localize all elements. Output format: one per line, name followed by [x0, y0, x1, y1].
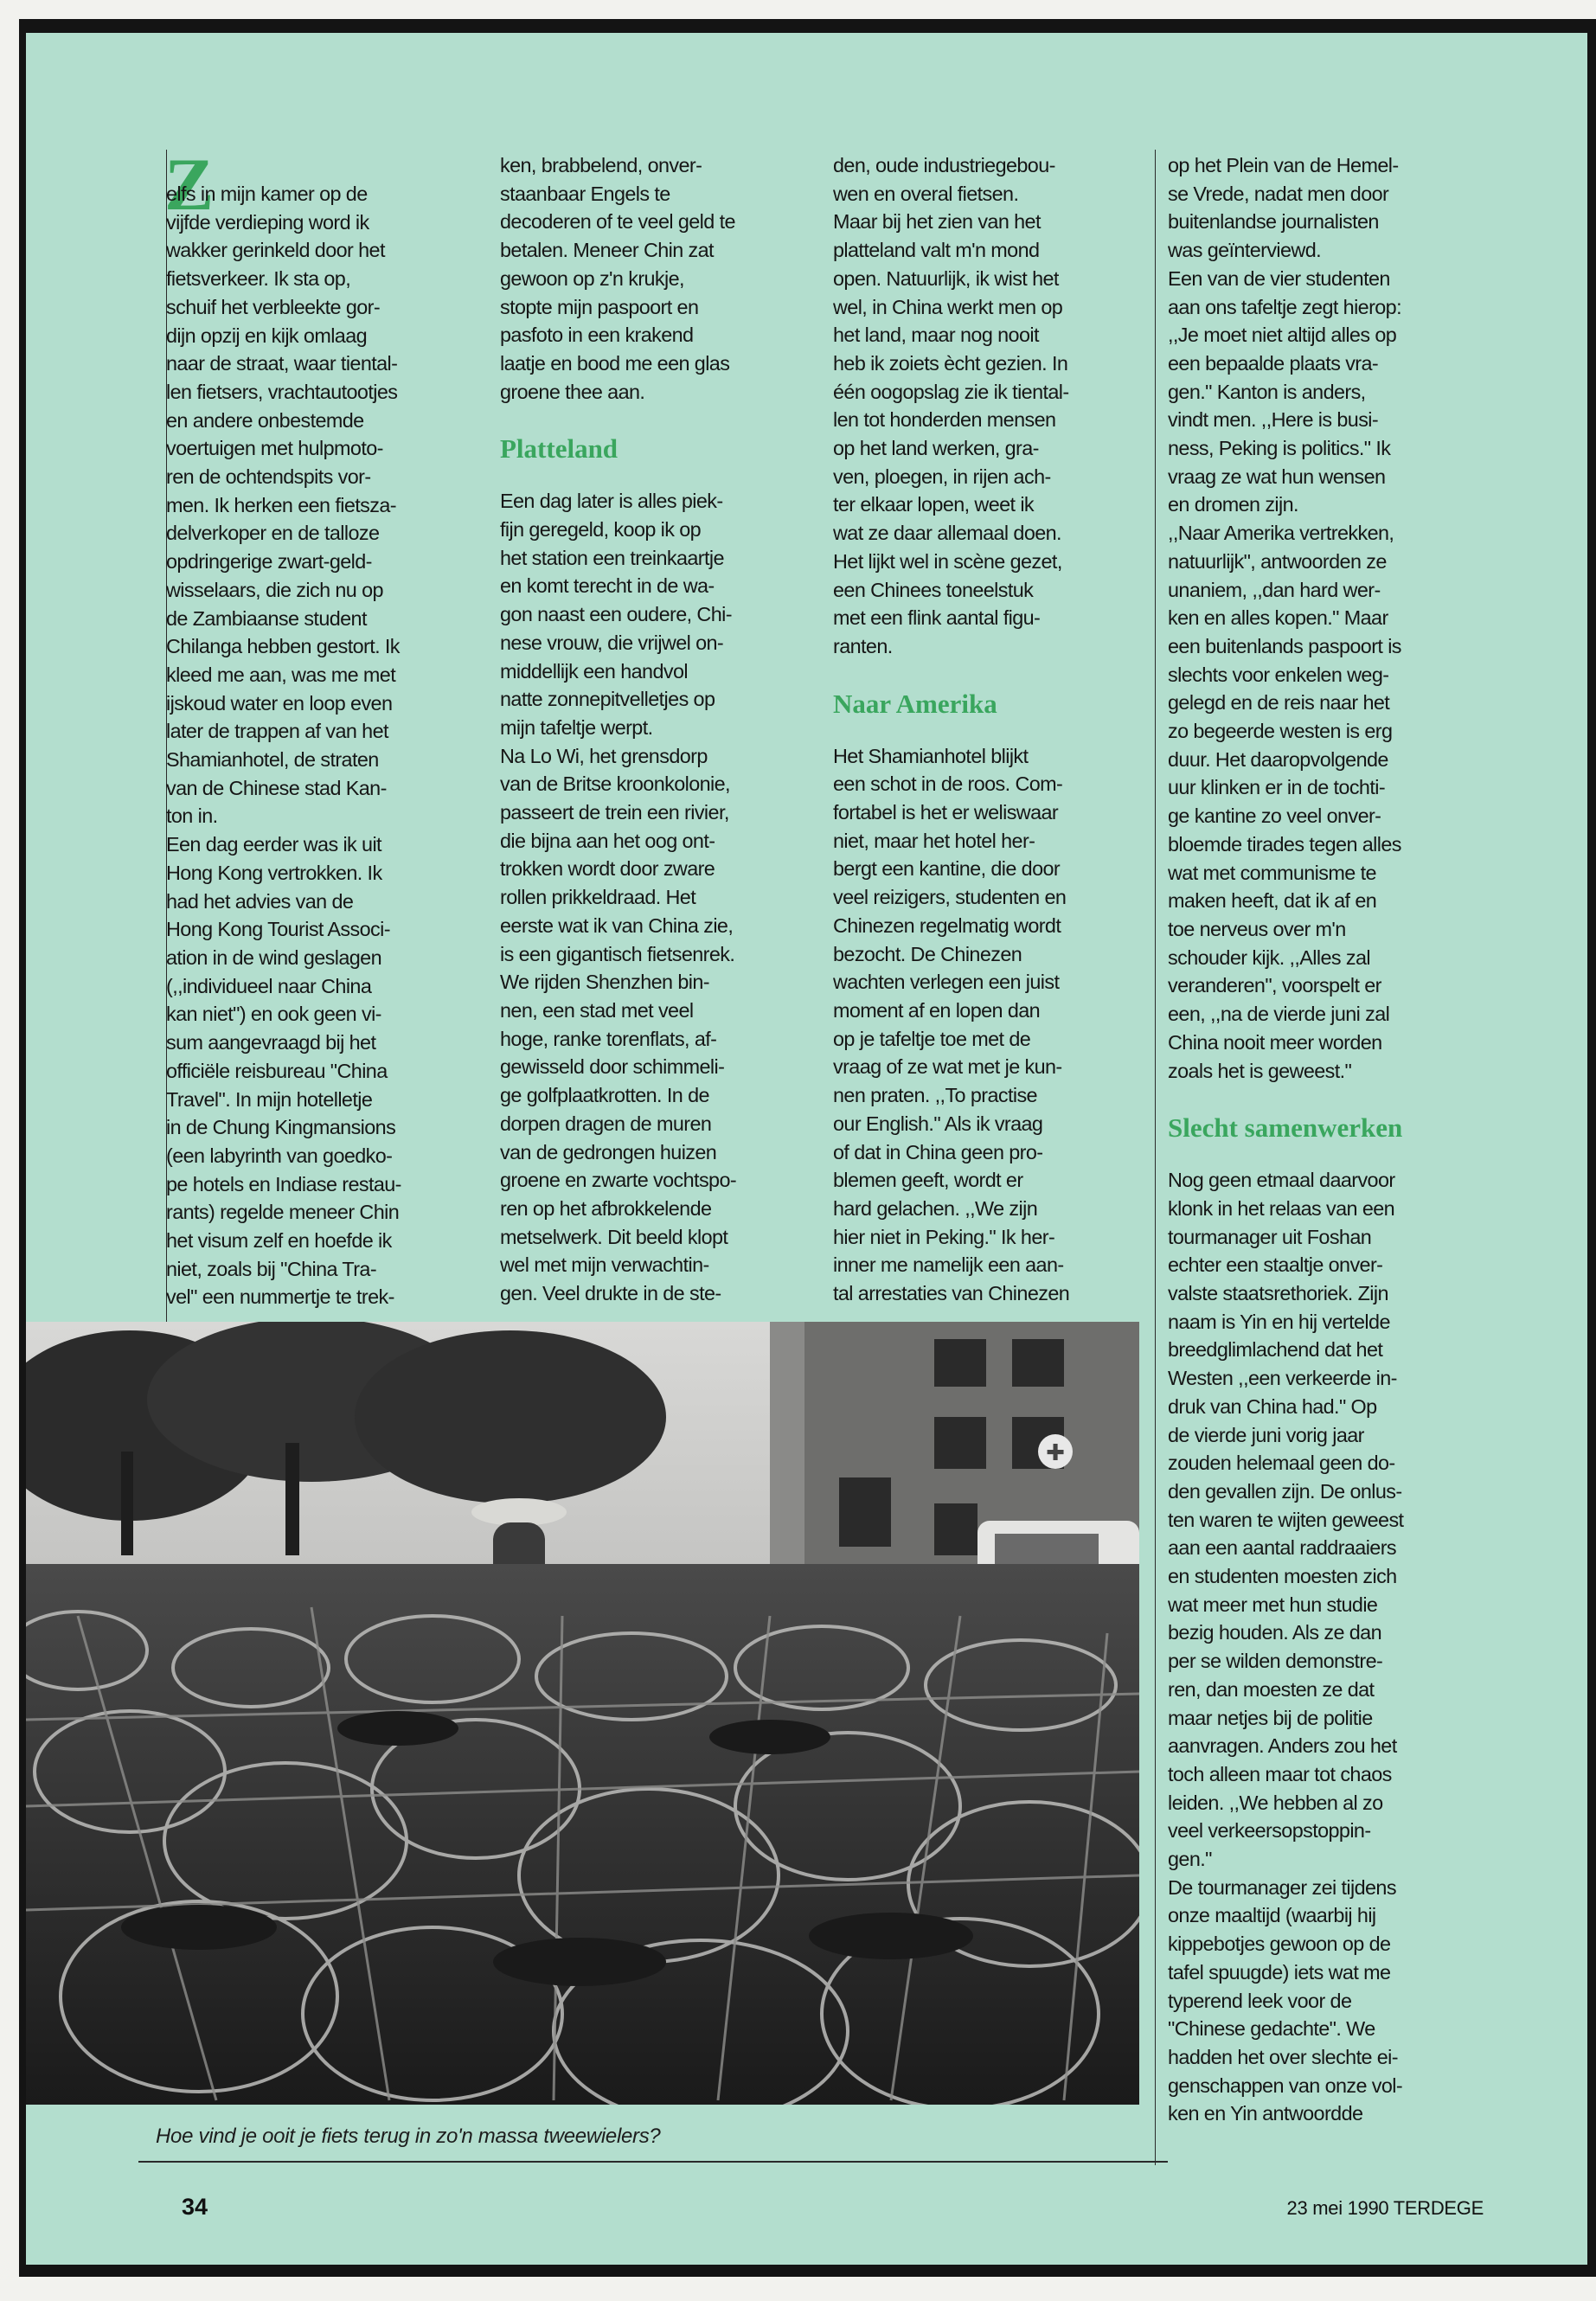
text-line: heb ik zoiets ècht gezien. In	[833, 351, 1068, 375]
text-line: en andere onbestemde	[166, 408, 364, 432]
text-line: ranten.	[833, 634, 893, 657]
text-line: onze maaltijd (waarbij hij	[1168, 1904, 1376, 1927]
text-line: passeert de trein een rivier,	[500, 801, 729, 824]
text-line: ken en alles kopen." Maar	[1168, 606, 1388, 630]
text-column-3	[833, 151, 1157, 1345]
text-line: zoals het is geweest."	[1168, 1059, 1352, 1082]
text-line: Een dag later is alles piek-	[500, 490, 723, 513]
text-line: Nog geen etmaal daarvoor	[1168, 1169, 1395, 1192]
text-line: ren de ochtendspits vor-	[166, 465, 371, 489]
drop-cap: Z	[164, 143, 215, 226]
text-line: (,,individueel naar China	[166, 974, 372, 997]
text-line: van de Britse kroonkolonie,	[500, 772, 730, 796]
text-line: gen."	[1168, 1848, 1212, 1871]
text-line: een bepaalde plaats vra-	[1168, 351, 1379, 375]
text-line: fietsverkeer. Ik sta op,	[166, 267, 351, 291]
text-line: officiële reisbureau "China	[166, 1059, 388, 1082]
text-line: wel, in China werkt men op	[833, 295, 1063, 318]
text-line: Chilanga hebben gestort. Ik	[166, 635, 400, 658]
text-line: op je tafeltje toe met de	[833, 1027, 1031, 1050]
subheading-naar-amerika: Naar Amerika	[833, 688, 997, 719]
text-line: het land, maar nog nooit	[833, 324, 1039, 347]
text-line: elfs in mijn kamer op de	[166, 183, 368, 205]
text-line: toch alleen maar tot chaos	[1168, 1762, 1392, 1785]
text-line: betalen. Meneer Chin zat	[500, 239, 714, 262]
text-line: veel verkeersopstoppin-	[1168, 1819, 1371, 1843]
text-line: platteland valt m'n mond	[833, 239, 1040, 262]
text-line: groene thee aan.	[500, 380, 645, 403]
photo-caption: Hoe vind je ooit je fiets terug in zo'n massa tweewielers?	[156, 2125, 661, 2148]
text-line: Het lijkt wel in scène gezet,	[833, 549, 1062, 573]
text-line: bergt een kantine, die door	[833, 857, 1061, 881]
text-line: nese vrouw, die vrijwel on-	[500, 631, 724, 654]
text-line: kippebotjes gewoon op de	[1168, 1932, 1391, 1956]
text-line: ken en Yin antwoordde	[1168, 2102, 1363, 2125]
text-line: dorpen dragen de muren	[500, 1112, 712, 1135]
text-line: middellijk een handvol	[500, 659, 688, 683]
text-line: toe nerveus over m'n	[1168, 917, 1346, 940]
text-line: veel reizigers, studenten en	[833, 886, 1067, 909]
text-line: ven, ploegen, in rijen ach-	[833, 465, 1051, 488]
text-line: slechts voor enkelen weg-	[1168, 663, 1389, 686]
text-line: wisselaars, die zich nu op	[166, 578, 383, 601]
text-line: klonk in het relaas van een	[1168, 1196, 1395, 1220]
text-line: laatje en bood me een glas	[500, 351, 730, 375]
text-line: Een dag eerder was ik uit	[166, 833, 381, 856]
issue-line: 23 mei 1990 TERDEGE	[1286, 2197, 1484, 2219]
text-line: de Zambiaanse student	[166, 606, 367, 630]
text-line: het station een treinkaartje	[500, 546, 724, 569]
text-line: vraag of ze wat met je kun-	[833, 1055, 1062, 1079]
text-line: uur klinken er in de tochti-	[1168, 776, 1386, 799]
text-line: naar de straat, waar tiental-	[166, 352, 398, 375]
text-line: was geïnterviewd.	[1168, 239, 1322, 262]
text-line: of dat in China geen pro-	[833, 1140, 1043, 1163]
text-line: We rijden Shenzhen bin-	[500, 971, 709, 994]
text-line: Chinezen regelmatig wordt	[833, 913, 1061, 937]
text-line: voertuigen met hulpmoto-	[166, 437, 383, 460]
text-line: gewisseld door schimmeli-	[500, 1055, 725, 1079]
text-line: bezocht. De Chinezen	[833, 942, 1022, 965]
text-line: per se wilden demonstre-	[1168, 1650, 1383, 1673]
text-line: een Chinees toneelstuk	[833, 578, 1034, 601]
text-line: metselwerk. Dit beeld klopt	[500, 1225, 728, 1248]
text-line: our English." Als ik vraag	[833, 1112, 1043, 1135]
text-line: blemen geeft, wordt er	[833, 1169, 1023, 1192]
text-line: ijskoud water en loop even	[166, 691, 393, 715]
text-line: aanvragen. Anders zou het	[1168, 1734, 1397, 1758]
text-line: Maar bij het zien van het	[833, 210, 1041, 234]
text-line: genschappen van onze vol-	[1168, 2073, 1403, 2097]
text-line: wat meer met hun studie	[1168, 1593, 1378, 1616]
text-line: eerste wat ik van China zie,	[500, 913, 734, 937]
text-line: met een flink aantal figu-	[833, 606, 1041, 630]
subheading-platteland: Platteland	[500, 433, 619, 465]
text-line: ton in.	[166, 804, 218, 828]
text-line: decoderen of te veel geld te	[500, 210, 735, 234]
text-line: fijn geregeld, koop ik op	[500, 518, 702, 542]
text-line: zouden helemaal geen do-	[1168, 1452, 1395, 1475]
bicycles-photo-illustration	[26, 1322, 1139, 2105]
text-line: op het Plein van de Hemel-	[1168, 154, 1399, 176]
text-line: delverkoper en de talloze	[166, 522, 380, 545]
text-line: hier niet in Peking." Ik her-	[833, 1225, 1055, 1248]
text-line: ge kantine zo veel onver-	[1168, 804, 1381, 828]
text-line: De tourmanager zei tijdens	[1168, 1875, 1396, 1899]
text-line: een schot in de roos. Com-	[833, 772, 1063, 796]
text-line: ken, brabbelend, onver-	[500, 154, 702, 176]
text-line: moment af en lopen dan	[833, 998, 1041, 1022]
text-line: typerend leek voor de	[1168, 1989, 1352, 2012]
text-line: vindt men. ,,Here is busi-	[1168, 408, 1379, 432]
text-line: den gevallen zijn. De onlus-	[1168, 1479, 1402, 1503]
text-column-2	[500, 151, 824, 1345]
text-line: later de trappen af van het	[166, 720, 388, 743]
text-line: stopte mijn paspoort en	[500, 295, 699, 318]
text-line: maar netjes bij de politie	[1168, 1706, 1373, 1729]
text-line: in de Chung Kingmansions	[166, 1116, 396, 1139]
text-line: nen praten. ,,To practise	[833, 1084, 1037, 1107]
text-line: Een van de vier studenten	[1168, 266, 1390, 290]
text-line: echter een staaltje onver-	[1168, 1253, 1383, 1277]
text-line: aan een aantal raddraaiers	[1168, 1536, 1396, 1560]
text-line: en studenten moesten zich	[1168, 1565, 1397, 1588]
text-line: groene en zwarte vochtspo-	[500, 1169, 737, 1192]
text-line: gelegd en de reis naar het	[1168, 691, 1390, 715]
text-line: Na Lo Wi, het grensdorp	[500, 744, 708, 767]
text-line: tourmanager uit Foshan	[1168, 1225, 1372, 1248]
text-line: tafel spuugde) iets wat me	[1168, 1960, 1391, 1984]
text-line: men. Ik herken een fietsza-	[166, 493, 396, 516]
text-line: vijfde verdieping word ik	[166, 210, 369, 234]
text-line: op het land werken, gra-	[833, 437, 1039, 460]
text-line: Shamianhotel, de straten	[166, 748, 379, 772]
text-line: druk van China had." Op	[1168, 1394, 1377, 1418]
text-line: gen. Veel drukte in de ste-	[500, 1282, 721, 1305]
text-line: tal arrestaties van Chinezen	[833, 1282, 1070, 1305]
text-line: sum aangevraagd bij het	[166, 1031, 376, 1054]
text-line: die bijna aan het oog ont-	[500, 829, 715, 852]
text-line: niet, maar het hotel her-	[833, 829, 1035, 852]
text-line: dijn opzij en kijk omlaag	[166, 324, 368, 347]
caption-rule	[138, 2161, 1168, 2163]
text-line: naam is Yin en hij vertelde	[1168, 1310, 1390, 1333]
text-line: staanbaar Engels te	[500, 182, 670, 205]
text-column-1	[166, 180, 490, 1356]
text-line: ge golfplaatkrotten. In de	[500, 1084, 709, 1107]
text-line: nen, een stad met veel	[500, 998, 694, 1022]
text-line: hard gelachen. ,,We zijn	[833, 1196, 1038, 1220]
text-line: open. Natuurlijk, ik wist het	[833, 266, 1059, 290]
text-line: natuurlijk", antwoorden ze	[1168, 549, 1387, 573]
text-line: ren, dan moesten ze dat	[1168, 1677, 1375, 1701]
text-line: leiden. ,,We hebben al zo	[1168, 1791, 1383, 1814]
text-line: Hong Kong vertrokken. Ik	[166, 861, 382, 884]
text-line: hoge, ranke torenflats, af-	[500, 1027, 717, 1050]
text-line: Het Shamianhotel blijkt	[833, 744, 1029, 767]
text-line: van de gedrongen huizen	[500, 1140, 717, 1163]
text-line: maken heeft, dat ik af en	[1168, 889, 1377, 913]
text-line: van de Chinese stad Kan-	[166, 776, 387, 799]
page-number: 34	[182, 2194, 208, 2220]
text-line: en komt terecht in de wa-	[500, 574, 715, 598]
text-line: kan niet") en ook geen vi-	[166, 1003, 381, 1026]
text-line: wakker gerinkeld door het	[166, 239, 385, 262]
text-line: wachten verlegen een juist	[833, 971, 1060, 994]
text-line: valste staatsrethoriek. Zijn	[1168, 1282, 1388, 1305]
text-line: vraag ze wat hun wensen	[1168, 465, 1386, 488]
magazine-page	[26, 33, 1587, 2265]
text-line: opdringerige zwart-geld-	[166, 550, 372, 574]
text-line: (een labyrinth van goedko-	[166, 1144, 393, 1167]
text-line: inner me namelijk een aan-	[833, 1253, 1064, 1277]
text-line: bloemde tirades tegen alles	[1168, 832, 1401, 856]
text-line: Hong Kong Tourist Associ-	[166, 918, 390, 941]
text-line: ,,Je moet niet altijd alles op	[1168, 324, 1397, 347]
text-line: Travel". In mijn hotelletje	[166, 1087, 373, 1111]
text-line: wat ze daar allemaal doen.	[833, 522, 1061, 545]
text-line: rants) regelde meneer Chin	[166, 1201, 400, 1224]
text-line: gewoon op z'n krukje,	[500, 266, 684, 290]
text-line: ation in de wind geslagen	[166, 945, 381, 969]
text-line: en dromen zijn.	[1168, 493, 1298, 516]
text-line: Westen ,,een verkeerde in-	[1168, 1367, 1397, 1390]
text-column-4	[1168, 151, 1497, 2167]
text-line: één oogopslag zie ik tiental-	[833, 380, 1069, 403]
text-line: veranderen", voorspelt er	[1168, 974, 1381, 997]
text-line: ren op het afbrokkelende	[500, 1196, 712, 1220]
text-line: natte zonnepitvelletjes op	[500, 688, 715, 711]
text-line: buitenlandse journalisten	[1168, 210, 1379, 234]
text-line: se Vrede, nadat men door	[1168, 182, 1389, 205]
text-line: is een gigantisch fietsenrek.	[500, 942, 735, 965]
text-line: ten waren te wijten geweest	[1168, 1508, 1404, 1531]
text-line: kleed me aan, was me met	[166, 663, 396, 686]
text-line: unaniem, ,,dan hard wer-	[1168, 578, 1381, 601]
text-line: gen." Kanton is anders,	[1168, 380, 1366, 403]
text-line: den, oude industriegebou-	[833, 154, 1055, 176]
text-line: ter elkaar lopen, weet ik	[833, 493, 1035, 516]
text-line: schouder kijk. ,,Alles zal	[1168, 945, 1370, 969]
text-line: wel met mijn verwachtin-	[500, 1253, 709, 1277]
text-line: wen en overal fietsen.	[833, 182, 1019, 205]
text-line: fortabel is het er weliswaar	[833, 801, 1059, 824]
text-line: len fietsers, vrachtautootjes	[166, 380, 398, 403]
text-line: rollen prikkeldraad. Het	[500, 886, 696, 909]
text-line: gon naast een oudere, Chi-	[500, 603, 732, 626]
text-line: wat met communisme te	[1168, 861, 1376, 884]
text-line: bezig houden. Als ze dan	[1168, 1621, 1381, 1644]
sign-cross-icon: ✚	[1046, 1440, 1065, 1466]
text-line: had het advies van de	[166, 889, 354, 913]
text-line: het visum zelf en hoefde ik	[166, 1229, 392, 1253]
text-line: trokken wordt door zware	[500, 857, 715, 881]
text-line: "Chinese gedachte". We	[1168, 2017, 1375, 2041]
text-line: vel" een nummertje te trek-	[166, 1285, 394, 1309]
text-line: China nooit meer worden	[1168, 1030, 1382, 1054]
text-line: de vierde juni vorig jaar	[1168, 1423, 1364, 1446]
text-line: len tot honderden mensen	[833, 408, 1056, 432]
text-line: breedglimlachend dat het	[1168, 1338, 1383, 1362]
subheading-slecht-samenwerken: Slecht samenwerken	[1168, 1112, 1403, 1144]
text-line: pasfoto in een krakend	[500, 324, 694, 347]
text-line: pe hotels en Indiase restau-	[166, 1172, 401, 1195]
text-line: een, ,,na de vierde juni zal	[1168, 1003, 1390, 1026]
text-line: hadden het over slechte ei-	[1168, 2046, 1398, 2068]
text-line: mijn tafeltje werpt.	[500, 715, 653, 739]
text-line: niet, zoals bij "China Tra-	[166, 1257, 377, 1280]
text-line: een buitenlands paspoort is	[1168, 634, 1401, 657]
text-line: ness, Peking is politics." Ik	[1168, 437, 1391, 460]
text-line: ,,Naar Amerika vertrekken,	[1168, 522, 1394, 545]
text-line: schuif het verbleekte gor-	[166, 295, 381, 318]
text-line: duur. Het daaropvolgende	[1168, 747, 1388, 771]
text-line: zo begeerde westen is erg	[1168, 720, 1393, 743]
bicycles-photo	[26, 1322, 1139, 2265]
text-line: aan ons tafeltje zegt hierop:	[1168, 295, 1401, 318]
